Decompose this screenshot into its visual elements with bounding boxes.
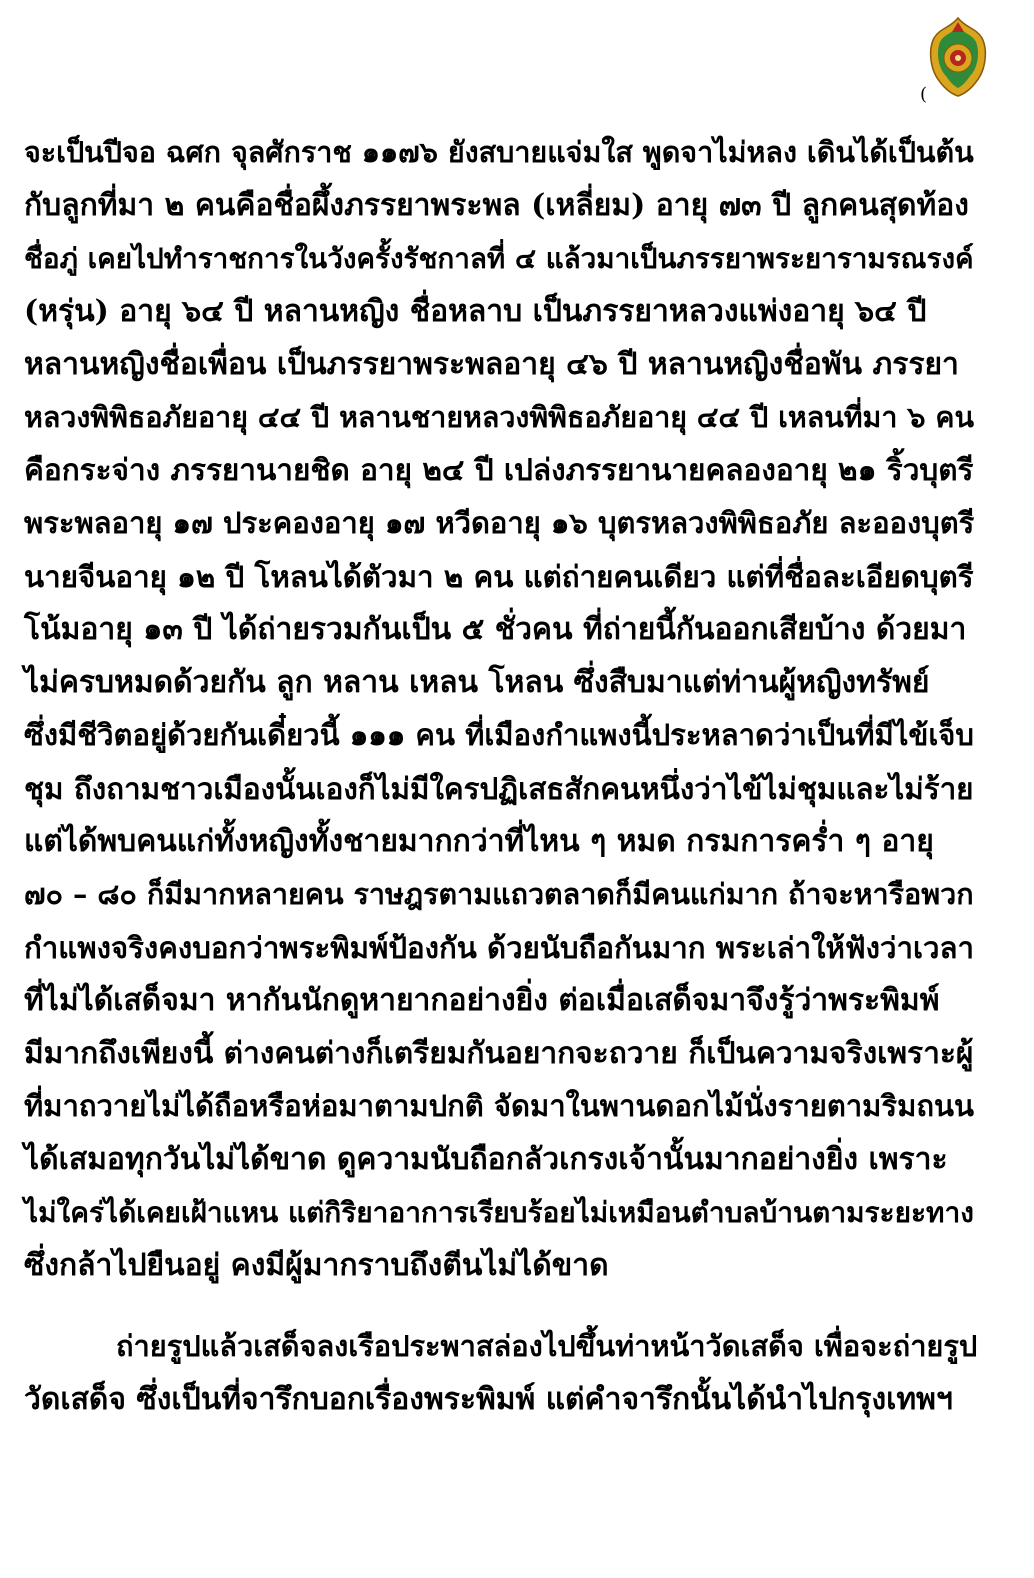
text-line: ไม่ครบหมดด้วยกัน ลูก หลาน เหลน โหลน ซึ่งสืบมาแต่ท่านผู้หญิงทรัพย์ — [24, 665, 930, 700]
text-line: ไม่ใคร่ได้เคยเฝ้าแหน แต่กิริยาอาการเรียบร้อยไม่เหมือนตำบลบ้านตามระยะทาง — [24, 1196, 974, 1229]
text-line: จะเป็นปีจอ ฉศก จุลศักราช ๑๑๗๖ ยังสบายแจ่มใส พูดจาไม่หลง เดินได้เป็นต้น — [24, 135, 974, 169]
text-line: ซึ่งกล้าไปยืนอยู่ คงมีผู้มากราบถึงตีนไม่ได้ขาด — [24, 1248, 609, 1283]
text-line: พระพลอายุ ๑๗ ประคองอายุ ๑๗ หวีดอายุ ๑๖ บุตรหลวงพิพิธอภัย ละอองบุตรี — [24, 506, 975, 540]
paragraph-2 — [24, 1320, 978, 1426]
text-line: ที่ไม่ได้เสด็จมา หากันนักดูหายากอย่างยิ่ง ต่อเมื่อเสด็จมาจึงรู้ว่าพระพิมพ์ — [24, 983, 940, 1018]
text-line: ๗๐ – ๘๐ ก็มีมากหลายคน ราษฎรตามแถวตลาดก็มีคนแก่มาก ถ้าจะหารือพวก — [24, 877, 974, 911]
paragraph-gap — [24, 1292, 974, 1320]
text-line: วัดเสด็จ ซึ่งเป็นที่จารึกบอกเรื่องพระพิมพ์ แต่คำจารึกนั้นได้นำไปกรุงเทพฯ — [24, 1382, 953, 1417]
text-line: กำแพงจริงคงบอกว่าพระพิมพ์ป้องกัน ด้วยนับถือกันมาก พระเล่าให้ฟังว่าเวลา — [24, 930, 975, 965]
text-line: ที่มาถวายไม่ได้ถือหรือห่อมาตามปกติ จัดมาในพานดอกไม้นั่งรายตามริมถนน — [24, 1089, 974, 1123]
text-line: ซึ่งมีชีวิตอยู่ด้วยกันเดี๋ยวนี้ ๑๑๑ คน ที่เมืองกำแพงนี้ประหลาดว่าเป็นที่มีไข้เจ็บ — [24, 718, 974, 752]
text-line: ได้เสมอทุกวันไม่ได้ขาด ดูความนับถือกลัวเกรงเจ้านั้นมากอย่างยิ่ง เพราะ — [24, 1142, 948, 1177]
text-line: แต่ได้พบคนแก่ทั้งหญิงทั้งชายมากกว่าที่ไหน ๆ หมด กรมการคร่ำ ๆ อายุ — [24, 824, 934, 859]
emblem-logo-icon — [926, 14, 990, 98]
text-line: หลานหญิงชื่อเพื่อน เป็นภรรยาพระพลอายุ ๔๖ ปี หลานหญิงชื่อพัน ภรรยา — [24, 347, 959, 382]
text-line: ชื่อภู่ เคยไปทำราชการในวังครั้งรัชกาลที่ ๔ แล้วมาเป็นภรรยาพระยารามรณรงค์ — [24, 242, 974, 275]
text-line: ชุม ถึงถามชาวเมืองนั้นเองก็ไม่มีใครปฏิเสธสักคนหนึ่งว่าไข้ไม่ชุมและไม่ร้าย — [24, 771, 974, 806]
text-line: คือกระจ่าง ภรรยานายชิด อายุ ๒๔ ปี เปล่งภรรยานายคลองอายุ ๒๑ ริ้วบุตรี — [24, 453, 974, 488]
text-line: หลวงพิพิธอภัยอายุ ๔๔ ปี หลานชายหลวงพิพิธอภัยอายุ ๔๔ ปี เหลนที่มา ๖ คน — [24, 400, 974, 434]
text-line: (หรุ่น) อายุ ๖๔ ปี หลานหญิง ชื่อหลาบ เป็นภรรยาหลวงแพ่งอายุ ๖๔ ปี — [24, 294, 927, 329]
text-line: ถ่ายรูปแล้วเสด็จลงเรือประพาสล่องไปขึ้นท่าหน้าวัดเสด็จ เพื่อจะถ่ายรูป — [116, 1329, 978, 1363]
text-line: นายจีนอายุ ๑๒ ปี โหลนได้ตัวมา ๒ คน แต่ถ่ายคนเดียว แต่ที่ชื่อละเอียดบุตรี — [24, 559, 974, 594]
paragraph-1 — [24, 126, 974, 1292]
text-line: กับลูกที่มา ๒ คนคือชื่อผึ้งภรรยาพระพล (เหลี่ยม) อายุ ๗๓ ปี ลูกคนสุดท้อง — [24, 188, 969, 223]
body-text — [24, 126, 978, 1426]
text-line: โน้มอายุ ๑๓ ปี ได้ถ่ายรวมกันเป็น ๕ ชั่วคน ที่ถ่ายนี้กันออกเสียบ้าง ด้วยมา — [24, 612, 967, 647]
text-line: มีมากถึงเพียงนี้ ต่างคนต่างก็เตรียมกันอยากจะถวาย ก็เป็นความจริงเพราะผู้ — [24, 1036, 974, 1071]
corner-mark: ( — [920, 84, 928, 105]
